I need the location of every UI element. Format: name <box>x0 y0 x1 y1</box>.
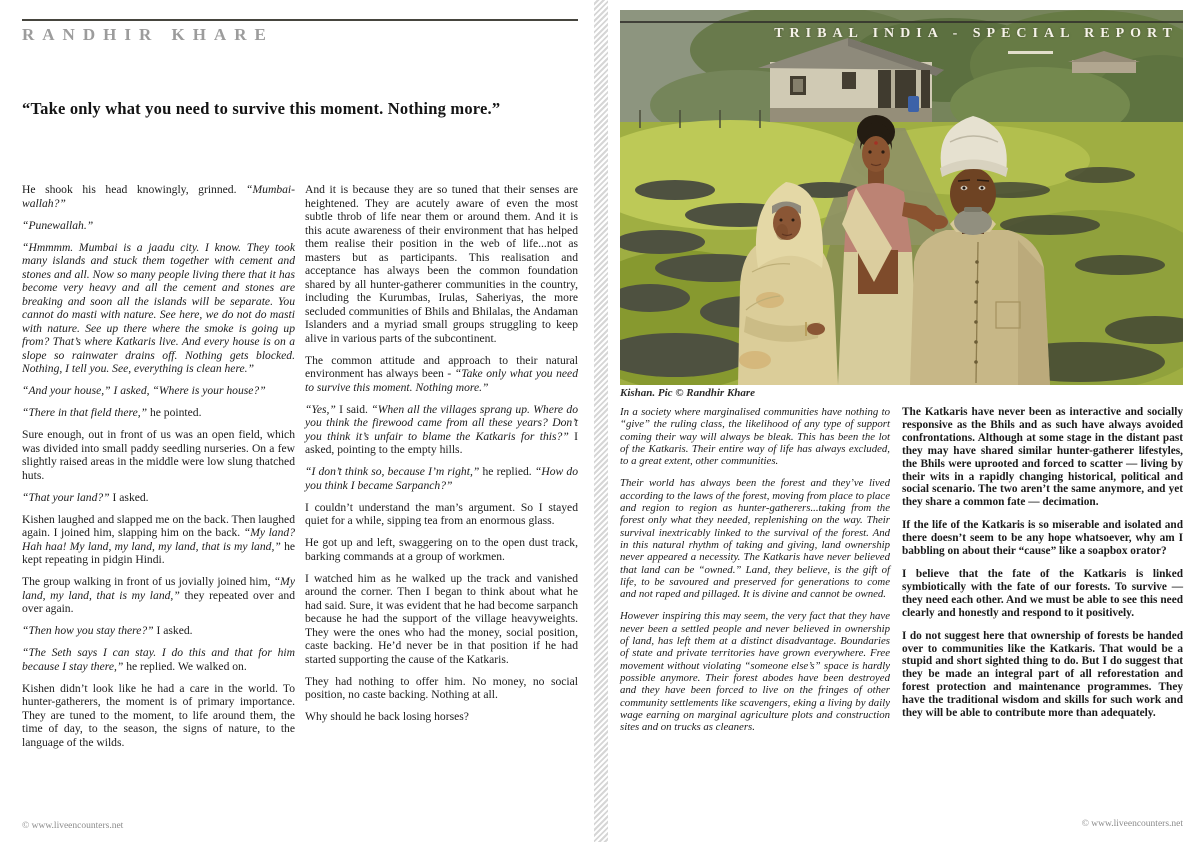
right-page-column-2 <box>902 406 1183 743</box>
photo-caption: Kishan. Pic © Randhir Khare <box>620 387 756 399</box>
text-segment: “That your land?” <box>22 490 110 504</box>
text-segment: “My land? Hah haa! My land, my land, my land, that is my land,” <box>22 526 295 553</box>
text-segment: “Mumbai-wallah?” <box>22 183 295 210</box>
text-segment: “Take only what you need to survive this moment. Nothing more.” <box>305 367 579 394</box>
paragraph: If the life of the Katkaris is so miserable and isolated and there doesn’t seem to be any hope whatsoever, why am I babbling on about their “cause” like a soapbox orator? <box>902 519 1183 558</box>
text-segment: The group walking in front of us jovially joined him, <box>22 575 274 588</box>
text-segment: he kept repeating in pidgin Hindi. <box>22 539 296 566</box>
paragraph <box>22 219 295 233</box>
text-segment: they repeated over and over again. <box>22 588 295 615</box>
section-header: TRIBAL INDIA - SPECIAL REPORT <box>774 26 1178 41</box>
paragraph: And it is because they are so tuned that their senses are heightened. They are acutely aware of even the most subtle throb of life near them or around them. And it is this acute awareness of their environment that has helped them realise their position in the web of life...not as masters but as participants. This realisation and acceptance has always been the common foundation shared by all hunter-gatherer communities in the country, including the Kurumbas, Irulas, Saheriyas, the more secluded communities of Bhils and Bhilalas, the Andaman Islanders and a myriad small groups struggling to keep alive in various parts of the subcontinent. <box>305 183 578 345</box>
right-page-column-1 <box>620 406 890 743</box>
author-name: RANDHIR KHARE <box>22 25 274 44</box>
photo-top-rule <box>620 21 1183 23</box>
paragraph: In a society where marginalised communities have nothing to “give” the ruling class, the likelihood of any type of support coming their way will always be bleak. This has been the lot of the Katkaris. Their entire way of life has always excluded, to a great extent, other communities. <box>620 406 890 468</box>
text-segment: “Yes,” <box>305 402 336 416</box>
left-footer-url: © www.liveencounters.net <box>22 821 124 831</box>
page-left <box>0 0 594 842</box>
paragraph: I watched him as he walked up the track and vanished around the corner. Then I began to think about what he had said. Sure, it was evident that he had become sarpanch because he had the support of the village heavyweights. They were the ones who had the money, social position, caste backing. He’d never be in that position if he had started supporting the cause of the Katkaris. <box>305 571 578 666</box>
text-segment: I asked, pointing to the empty hills. <box>305 429 578 456</box>
text-segment: “Hmmmm. Mumbai is a jaadu city. I know. They took many islands and stuck them together with cement and stones and all. Now so many people living there that it has become very heavy and all the cement and stones are breaking and soon all the islands will be separate. You cannot do masti with nature. See here, we do not do masti with nature. See up there where the smoke is going up from? That’s where Katkaris live. And every house is on a slope so rainwater drains off. Nothing gets blocked. Nothing, I tell you. See, everything is clean here.” <box>22 240 295 375</box>
text-segment: “I don’t think so, because I’m right,” <box>305 465 480 478</box>
paragraph: I couldn’t understand the man’s argument. So I stayed quiet for a while, sipping tea from an enormous glass. <box>305 500 578 527</box>
text-segment: I asked. <box>109 490 149 504</box>
paragraph: The Katkaris have never been as interactive and socially responsive as the Bhils and as such have always avoided confrontations. Although at some stage in the distant past they may have shared similar hunter-gatherer lifestyles, the Bhils were uprooted and forced to scatter — living by their wits in a rapidly changing historical, political and social scenario. The two aren’t the same anymore, and yet they share a common fate — decimation. <box>902 406 1183 509</box>
paragraph <box>22 491 295 505</box>
paragraph <box>22 624 295 638</box>
right-footer-url: © www.liveencounters.net <box>1081 819 1183 829</box>
left-page-column-2 <box>305 183 578 758</box>
text-segment: “When all the villages sprang up. Where do you think the firewood came from all these years? Don’t you think it’s unfair to blame the Katkaris for this?” <box>305 402 578 443</box>
text-segment: I said. <box>335 402 372 416</box>
text-segment: Kishen laughed and slapped me on the back. Then laughed again. I joined him, slapping him on the back. <box>22 512 295 539</box>
text-segment: he pointed. <box>147 406 202 419</box>
page-right <box>608 0 1191 842</box>
text-segment: “And your house,” I asked, “Where is your house?” <box>22 384 266 397</box>
left-page-columns <box>22 183 578 758</box>
paragraph <box>22 183 295 210</box>
text-segment: I asked. <box>153 624 193 637</box>
paragraph <box>305 354 578 395</box>
header-underline-dash <box>1008 51 1053 54</box>
text-segment: “Then how you stay there?” <box>22 624 154 637</box>
paragraph <box>22 513 295 567</box>
paragraph: Sure enough, out in front of us was an open field, which was divided into small paddy seedling nurseries. On a few slightly raised areas in the middle were low slung thatched huts. <box>22 428 295 482</box>
paragraph: I do not suggest here that ownership of forests be handed over to communities like the Katkaris. That would be a stupid and short sighted thing to do. But I do suggest that they be made an integral part of all reforestation and forest protection and maintenance programmes. They have the traditional wisdom and skills for such work and they will be able to contribute more than adequately. <box>902 629 1183 720</box>
paragraph <box>22 406 295 420</box>
text-segment: He shook his head knowingly, grinned. <box>22 183 247 196</box>
photo-illustration <box>620 10 1183 385</box>
paragraph: However inspiring this may seem, the very fact that they have never been a settled people and never believed in ownership of land, has left them at a distinct disadvantage. Boundaries of state and private territories have grown everywhere. Free movement without violating “someone else’s” space is hardly possible anymore. Their forest abodes have been destroyed and they have been forced to live on the fringes of other community settlements like scavengers, eking a living by daily wage earning on marginal agriculture plots and construction sites and on trucks as cleaners. <box>620 610 890 734</box>
text-segment: The common attitude and approach to their natural environment has always been - <box>305 353 578 380</box>
paragraph <box>305 465 578 492</box>
paragraph <box>22 241 295 376</box>
photo <box>620 10 1183 385</box>
text-segment: he replied. We walked on. <box>123 659 247 673</box>
paragraph <box>305 403 578 457</box>
paragraph: Their world has always been the forest and they’ve lived according to the laws of the forest, moving from place to place and region to region as hunter-gatherers...taking from the forest only what they needed, replenishing on the way. Their survival inextricably linked to the survival of the forest. And in this natural rhythm of taking and giving, land ownership never appeared a necessity. The Katkaris have never believed that land can be “owned.” Land, they believe, is the gift of life, to be savoured and preserved for generations to come and not raped and pillaged. It is divine and cannot be owned. <box>620 477 890 601</box>
paragraph <box>22 384 295 398</box>
paragraph: I believe that the fate of the Katkaris is linked symbiotically with the fate of our forests. To survive — they need each other. And we must be able to see this need clearly and honestly and respond to it positively. <box>902 567 1183 619</box>
paragraph: Why should he back losing horses? <box>305 710 469 723</box>
text-segment: “How do you think I became Sarpanch?” <box>305 465 578 492</box>
pull-quote: “Take only what you need to survive this moment. Nothing more.” <box>22 99 501 118</box>
paragraph: Kishen didn’t look like he had a care in the world. To hunter-gatherers, the moment is of primary importance. They are tuned to the moment, to life around them, the time of day, to the season, the signs of nature, to the language of the wilds. <box>22 681 295 749</box>
paragraph <box>22 575 295 616</box>
text-segment: “My land, my land, that is my land,” <box>22 575 295 602</box>
text-segment: “There in that field there,” <box>22 406 148 419</box>
text-segment: “Punewallah.” <box>22 218 94 232</box>
left-page-column-1 <box>22 183 295 758</box>
text-segment: “The Seth says I can stay. I do this and that for him because I stay there,” <box>22 646 295 673</box>
top-rule <box>22 19 578 21</box>
page-seam <box>594 0 608 842</box>
paragraph <box>22 646 295 673</box>
text-segment: he replied. <box>479 465 535 478</box>
paragraph: They had nothing to offer him. No money, no social position, no caste backing. Nothing at all. <box>305 674 578 701</box>
blue-barrel <box>908 96 919 112</box>
paragraph: He got up and left, swaggering on to the open dust track, barking commands at a group of workmen. <box>305 536 578 563</box>
right-page-columns <box>620 406 1183 743</box>
